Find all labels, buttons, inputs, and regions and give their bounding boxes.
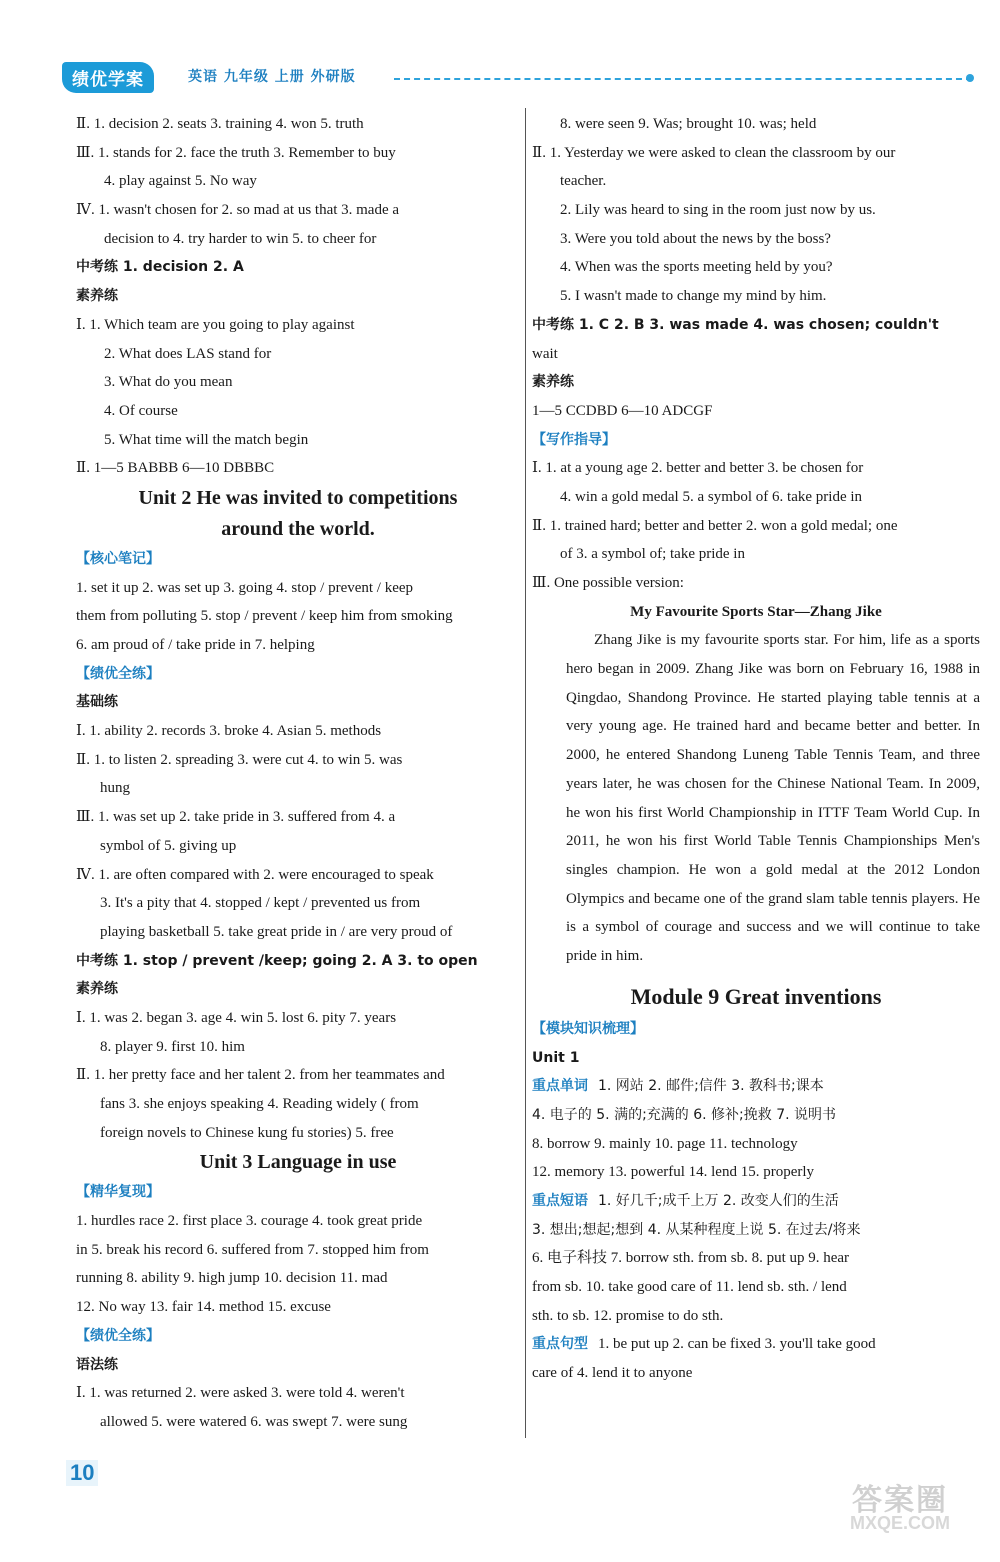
right_top-line: Ⅱ. 1. trained hard; better and better 2. won a gold medal; one — [532, 517, 898, 534]
right_top-line: Ⅱ. 1. Yesterday we were asked to clean the classroom by our — [532, 144, 896, 161]
left-section-label: 基础练 — [76, 694, 118, 711]
brand-logo: 绩优学案 — [62, 62, 154, 93]
key-phrases-line1: 1. 好几千;成千上万 2. 改变人们的生活 — [598, 1192, 839, 1209]
right_top-line: Ⅲ. One possible version: — [532, 575, 684, 591]
left-line: fans 3. she enjoys speaking 4. Reading widely ( from — [100, 1096, 419, 1112]
page-header — [62, 60, 982, 92]
left-column — [76, 110, 520, 1437]
essay-title: My Favourite Sports Star—Zhang Jike — [630, 603, 882, 620]
unit-title: Unit 3 Language in use — [199, 1151, 397, 1174]
left-line: 3. It's a pity that 4. stopped / kept / prevented us from — [100, 895, 421, 912]
module-tag: 【模块知识梳理】 — [532, 1020, 644, 1037]
left-line: playing basketball 5. take great pride in / are very proud of — [100, 923, 453, 940]
key-words-line3: 8. borrow 9. mainly 10. page 11. technology — [532, 1135, 798, 1152]
watermark-logo — [850, 1484, 951, 1534]
header-dashline — [394, 78, 972, 80]
left-line: symbol of 5. giving up — [100, 837, 237, 854]
unit-title: around the world. — [221, 517, 375, 540]
key-phrases-line2: 3. 想出;想起;想到 4. 从某种程度上说 5. 在过去/将来 — [532, 1221, 861, 1238]
left-line: 1. hurdles race 2. first place 3. courage 4. took great pride — [76, 1213, 423, 1230]
left-section-label: 语法练 — [76, 1356, 118, 1373]
key-sentences-label: 重点句型 — [532, 1336, 588, 1353]
key-phrases-line5: sth. to sb. 12. promise to do sth. — [532, 1307, 724, 1324]
key-phrases — [532, 1187, 980, 1216]
left-line: Ⅳ. 1. wasn't chosen for 2. so mad at us that 3. made a — [76, 202, 400, 219]
left-line: Ⅲ. 1. was set up 2. take pride in 3. suffered from 4. a — [76, 809, 396, 826]
section-tag: 【绩优全练】 — [76, 665, 160, 682]
key-phrases-label: 重点短语 — [532, 1192, 588, 1209]
left-line: 4. Of course — [104, 402, 178, 419]
left-line: Ⅰ. 1. ability 2. records 3. broke 4. Asian 5. methods — [76, 723, 382, 740]
left-line: Ⅰ. 1. was 2. began 3. age 4. win 5. lost 6. pity 7. years — [76, 1009, 397, 1026]
left-line: in 5. break his record 6. suffered from 7. stopped him from — [76, 1241, 429, 1258]
section-tag: 【精华复现】 — [76, 1184, 160, 1201]
right_top-line: wait — [532, 345, 558, 362]
key-words-label: 重点单词 — [532, 1078, 588, 1095]
right-column — [532, 110, 980, 1388]
right_top-line: 4. win a gold medal 5. a symbol of 6. take pride in — [560, 488, 863, 505]
right_top-line: 3. Were you told about the news by the boss? — [560, 230, 831, 247]
left-line: 5. What time will the match begin — [104, 431, 309, 448]
left-section-label: 素养练 — [76, 288, 118, 305]
left-line: decision to 4. try harder to win 5. to cheer for — [104, 230, 377, 247]
right_top-line: teacher. — [560, 173, 607, 190]
key-words-line1: 1. 网站 2. 邮件;信件 3. 教科书;课本 — [598, 1078, 824, 1095]
left-line: Ⅲ. 1. stands for 2. face the truth 3. Remember to buy — [76, 144, 396, 161]
left-section-label: 中考练 1. decision 2. A — [76, 259, 244, 276]
key-words-line4: 12. memory 13. powerful 14. lend 15. properly — [532, 1164, 815, 1181]
header-dot — [966, 74, 974, 82]
right_top-line: 4. When was the sports meeting held by you? — [560, 259, 833, 276]
key-sentences — [532, 1330, 980, 1359]
book-subtitle: 英语 九年级 上册 外研版 — [188, 69, 356, 85]
left-line: Ⅱ. 1. her pretty face and her talent 2. from her teammates and — [76, 1067, 445, 1084]
right_top-line: 1—5 CCDBD 6—10 ADCGF — [532, 402, 713, 419]
key-sentences-line2: care of 4. lend it to anyone — [532, 1365, 693, 1382]
key-phrases-line3: 6. 电子科技 7. borrow sth. from sb. 8. put up 9. hear — [532, 1250, 850, 1267]
unit-label: Unit 1 — [532, 1049, 580, 1066]
left-line: 3. What do you mean — [104, 374, 233, 391]
right_top-line: Ⅰ. 1. at a young age 2. better and better 3. be chosen for — [532, 460, 864, 477]
right_top-line: 5. I wasn't made to change my mind by him. — [560, 288, 827, 305]
left-line: 6. am proud of / take pride in 7. helping — [76, 637, 315, 653]
left-line: 1. set it up 2. was set up 3. going 4. stop / prevent / keep — [76, 579, 414, 596]
watermark-bottom: MXQE.COM — [850, 1513, 951, 1533]
left-line: foreign novels to Chinese kung fu stories) 5. free — [100, 1124, 394, 1141]
left-line: Ⅱ. 1. decision 2. seats 3. training 4. won 5. truth — [76, 116, 364, 132]
unit-title: Unit 2 He was invited to competitions — [138, 486, 458, 509]
key-phrases-line4: from sb. 10. take good care of 11. lend sb. sth. / lend — [532, 1279, 847, 1295]
section-tag: 【绩优全练】 — [76, 1327, 160, 1344]
right-answers — [532, 110, 980, 598]
left-section-label: 素养练 — [76, 981, 118, 998]
module-title: Module 9 Great inventions — [630, 983, 882, 1009]
left-line: Ⅰ. 1. was returned 2. were asked 3. were told 4. weren't — [76, 1385, 405, 1402]
page-number: 10 — [66, 1460, 98, 1486]
key-words-line2: 4. 电子的 5. 满的;充满的 6. 修补;挽救 7. 说明书 — [532, 1106, 837, 1123]
key-words — [532, 1072, 980, 1101]
section-tag: 【写作指导】 — [532, 431, 616, 448]
left-line: 4. play against 5. No way — [104, 173, 257, 190]
watermark-top: 答案圈 — [852, 1484, 948, 1517]
left-line: 2. What does LAS stand for — [104, 345, 272, 362]
left-line: allowed 5. were watered 6. was swept 7. were sung — [100, 1413, 408, 1430]
right_top-section-label: 中考练 1. C 2. B 3. was made 4. was chosen; couldn't — [532, 316, 939, 333]
left-line: them from polluting 5. stop / prevent / keep him from smoking — [76, 608, 453, 625]
left-line: Ⅱ. 1. to listen 2. spreading 3. were cut 4. to win 5. was — [76, 751, 403, 768]
right_top-line: of 3. a symbol of; take pride in — [560, 546, 745, 563]
left-line: Ⅱ. 1—5 BABBB 6—10 DBBBC — [76, 460, 275, 477]
right_top-line: 2. Lily was heard to sing in the room just now by us. — [560, 202, 876, 219]
key-sentences-line1: 1. be put up 2. can be fixed 3. you'll take good — [598, 1336, 876, 1353]
left-line: Ⅰ. 1. Which team are you going to play against — [76, 316, 355, 333]
left-line: running 8. ability 9. high jump 10. decision 11. mad — [76, 1270, 388, 1287]
left-line: Ⅳ. 1. are often compared with 2. were encouraged to speak — [76, 866, 434, 883]
column-divider — [525, 108, 526, 1438]
section-tag: 【核心笔记】 — [76, 550, 160, 567]
right_top-section-label: 素养练 — [532, 374, 574, 391]
left-section-label: 中考练 1. stop / prevent /keep; going 2. A 3. to open — [76, 952, 478, 969]
essay-body: Zhang Jike is my favourite sports star. For him, life as a sports hero began in 2009. Zhang Jike was born on February 16, 1988 in Qingdao, Shandong Province. He started playing table tennis at a very young age. He trained hard and became better and better. In 2000, he entered Shandong Luneng Table Tennis Team, and three years later, he was chosen for the Chinese National Team. In 2009, he won his first World Championship in ITTF Team World Cup. In 2011, he won his first World Table Tennis Championships Men's singles champion. He won a gold medal at the 2012 London Olympics and became one of the grand slam table tennis players. He is a symbol of courage and success and we will continue to take pride in him. — [566, 632, 980, 965]
right_top-line: 8. were seen 9. Was; brought 10. was; held — [560, 116, 817, 132]
left-line: 8. player 9. first 10. him — [100, 1038, 245, 1055]
left-line: hung — [100, 780, 130, 797]
left-line: 12. No way 13. fair 14. method 15. excuse — [76, 1299, 331, 1316]
